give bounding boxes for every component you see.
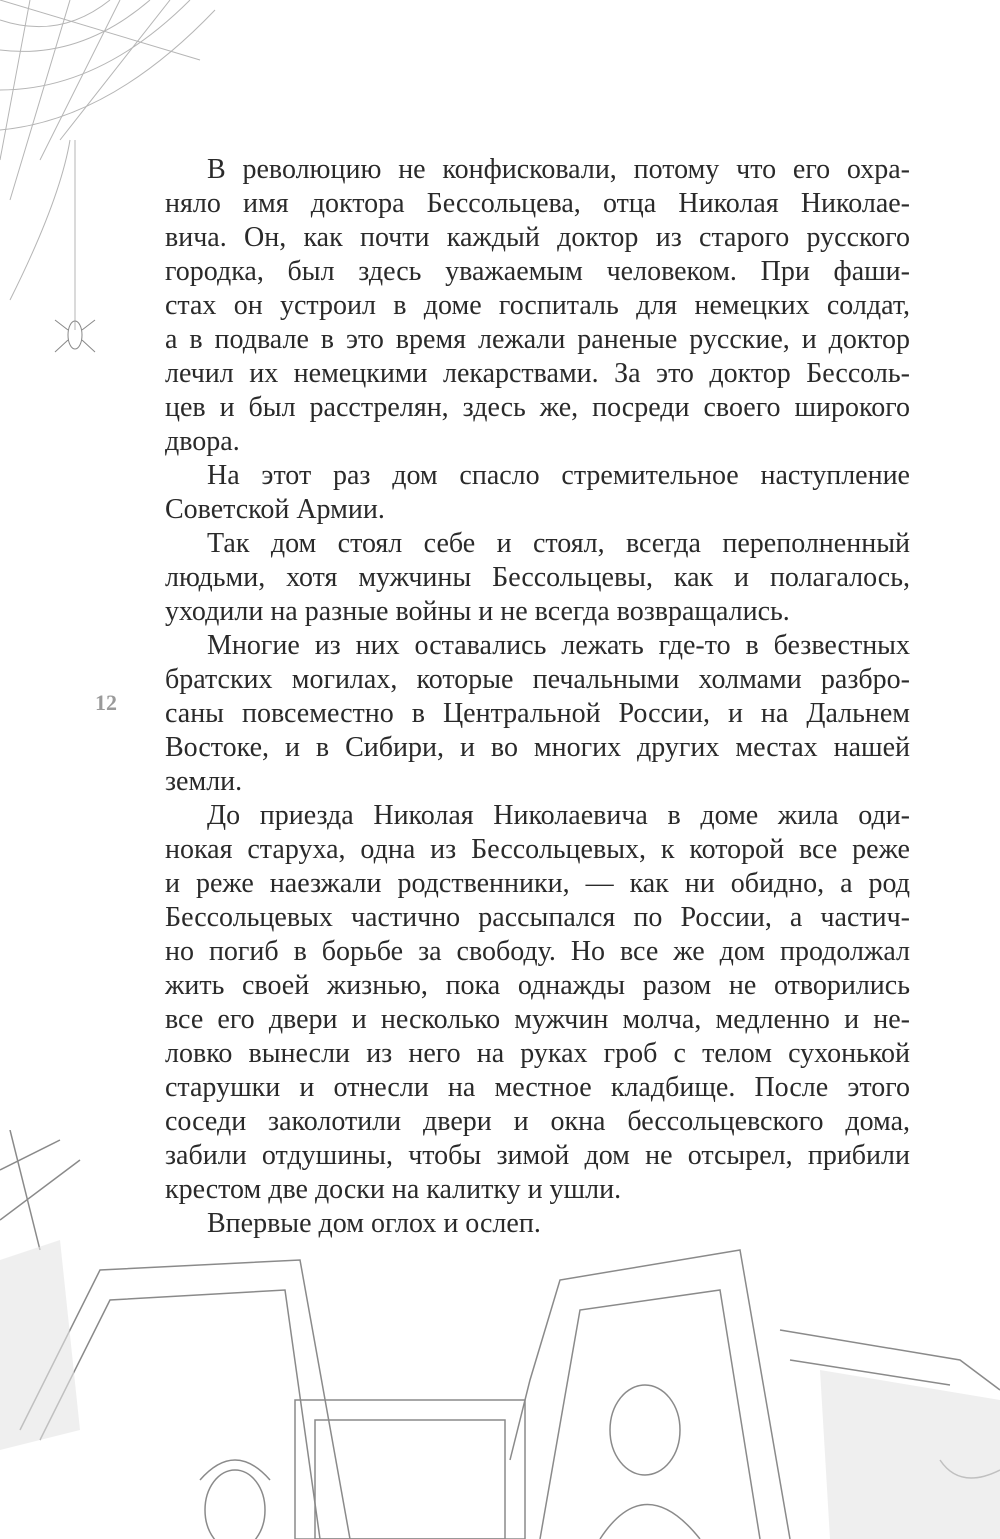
paragraph (165, 629, 910, 799)
paragraph (165, 799, 910, 1207)
text-line: На этот раз дом спасло стремительное наступление (207, 460, 910, 491)
text-line: соседи заколотили двери и окна бессольцевского дома, (165, 1106, 910, 1137)
text-line: все его двери и несколько мужчин молча, медленно и не- (165, 1004, 910, 1035)
text-line: забили отдушины, чтобы зимой дом не отсырел, прибили (165, 1140, 910, 1171)
text-line: жить своей жизнью, пока однажды разом не отворились (165, 970, 910, 1001)
text-line: цев и был расстрелян, здесь же, посреди своего широкого (165, 392, 910, 423)
paragraph (165, 459, 910, 527)
text-line: Впервые дом оглох и ослеп. (207, 1208, 541, 1239)
text-line: Бессольцевых частично рассыпался по России, а частич- (165, 902, 910, 933)
text-line: Так дом стоял себе и стоял, всегда переполненный (207, 528, 910, 559)
text-line: нокая старуха, одна из Бессольцевых, к которой все реже (165, 834, 910, 865)
text-line: няло имя доктора Бессольцева, отца Николая Николае- (165, 188, 910, 219)
text-line: ловко вынесли из него на руках гроб с телом сухонькой (165, 1038, 910, 1069)
text-line: крестом две доски на калитку и ушли. (165, 1174, 622, 1205)
text-line: вича. Он, как почти каждый доктор из старого русского (165, 222, 910, 253)
body-text (165, 153, 910, 1241)
text-line: саны повсеместно в Центральной России, и на Дальнем (165, 698, 910, 729)
page-number: 12 (95, 690, 117, 715)
text-line: двора. (165, 426, 240, 457)
text-line: Советской Армии. (165, 494, 385, 525)
text-line: и реже наезжали родственники, — как ни обидно, а род (165, 868, 910, 899)
paragraph (165, 153, 910, 459)
text-line: До приезда Николая Николаевича в доме жила оди- (207, 800, 910, 831)
paragraph (165, 527, 910, 629)
text-line: В революцию не конфисковали, потому что его охра- (207, 154, 910, 185)
text-line: Многие из них оставались лежать где-то в безвестных (207, 630, 910, 661)
text-line: городка, был здесь уважаемым человеком. При фаши- (165, 256, 910, 287)
text-line: но погиб в борьбе за свободу. Но все же дом продолжал (165, 936, 910, 967)
text-line: уходили на разные войны и не всегда возвращались. (165, 596, 790, 627)
text-line: людьми, хотя мужчины Бессольцевы, как и полагалось, (165, 562, 910, 593)
text-line: Востоке, и в Сибири, и во многих других местах нашей (165, 732, 910, 763)
text-line: братских могилах, которые печальными холмами разбро- (165, 664, 910, 695)
text-line: старушки и отнесли на местное кладбище. После этого (165, 1072, 910, 1103)
paragraph (165, 1207, 910, 1241)
text-line: стах он устроил в доме госпиталь для немецких солдат, (165, 290, 910, 321)
text-line: лечил их немецкими лекарствами. За это доктор Бессоль- (165, 358, 910, 389)
text-line: земли. (165, 766, 243, 797)
text-line: а в подвале в это время лежали раненые русские, и доктор (165, 324, 910, 355)
